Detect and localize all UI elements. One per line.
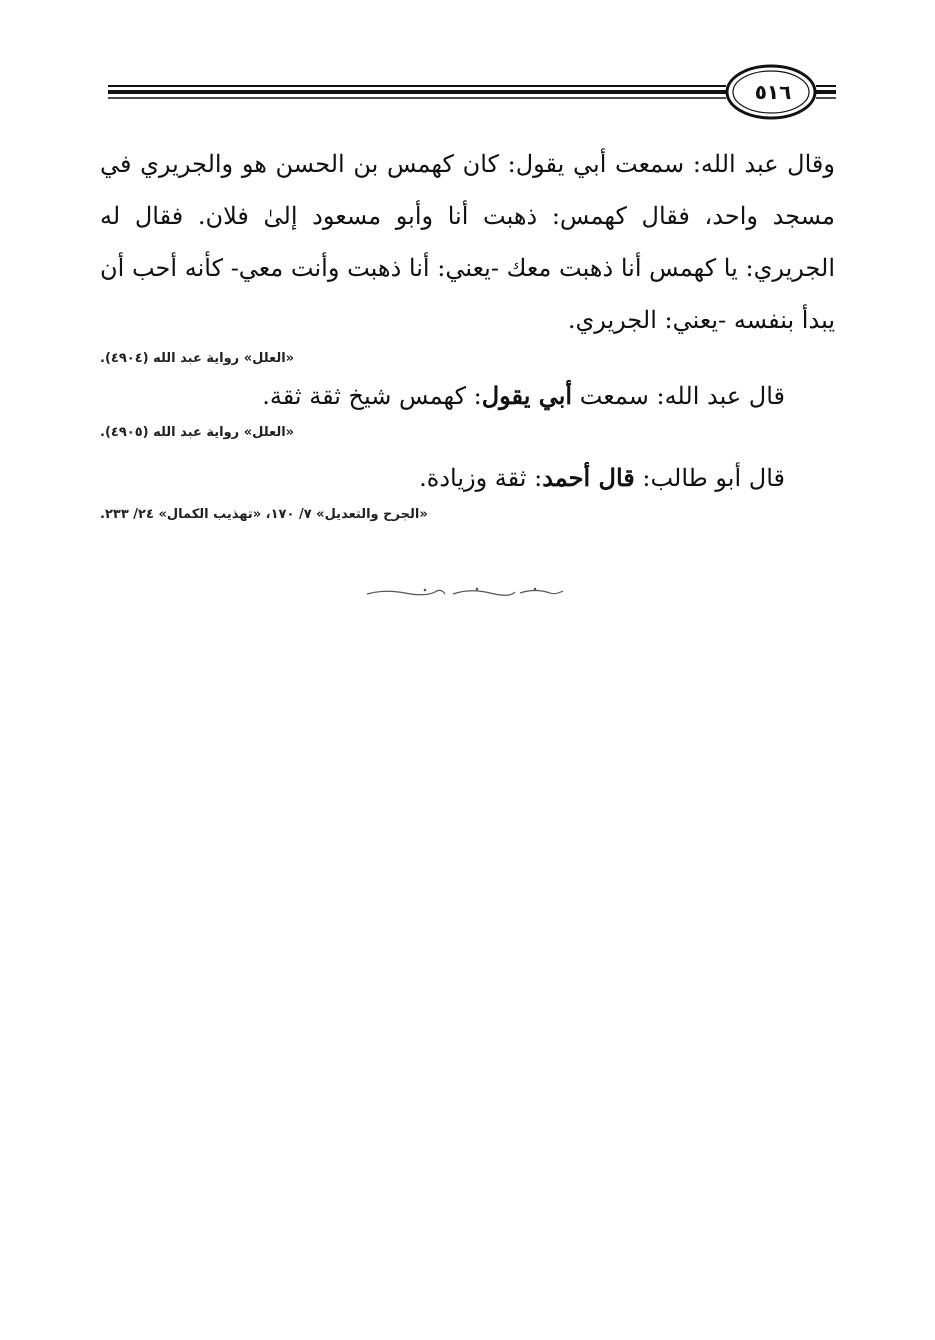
paragraph-2-suffix: : كهمس شيخ ثقة ثقة. (262, 382, 482, 410)
section-end-ornament (365, 583, 565, 595)
source-citation-1: «العلل» رواية عبد الله (٤٩٠٤). (100, 351, 295, 366)
paragraph-2-emphasis: أبي يقول (481, 381, 573, 410)
page-number: ٥١٦ (754, 80, 792, 104)
paragraph-3-suffix: : ثقة وزيادة. (419, 464, 543, 492)
paragraph-2-prefix: قال عبد الله: سمعت (572, 382, 785, 410)
page-header (108, 62, 836, 122)
paragraph-kahmas-thiqa (100, 372, 835, 420)
paragraph-kahmas-jariri: وقال عبد الله: سمعت أبي يقول: كان كهمس بن الحسن هو والجريري في مسجد واحد، فقال كهمس: ذهبت أنا وأبو مسعود إلىٰ فلان. فقال له الجريري: يا كهمس أنا ذهبت معك -يعني: أنا ذهبت وأنت معي- كأنه أحب أن يبدأ بنفسه -يعني: الجريري. (100, 150, 835, 334)
source-citation-3: «الجرح والتعديل» ٧/ ١٧٠، «تهذيب الكمال» ٢٤/ ٢٣٣. (100, 507, 428, 522)
paragraph-3-prefix: قال أبو طالب: (634, 464, 785, 492)
header-rule-ornament (108, 62, 836, 122)
source-citation-2: «العلل» رواية عبد الله (٤٩٠٥). (100, 425, 295, 440)
page-content (100, 138, 835, 528)
paragraph-abu-talib (100, 454, 835, 502)
paragraph-3-emphasis: قال أحمد (542, 463, 635, 492)
